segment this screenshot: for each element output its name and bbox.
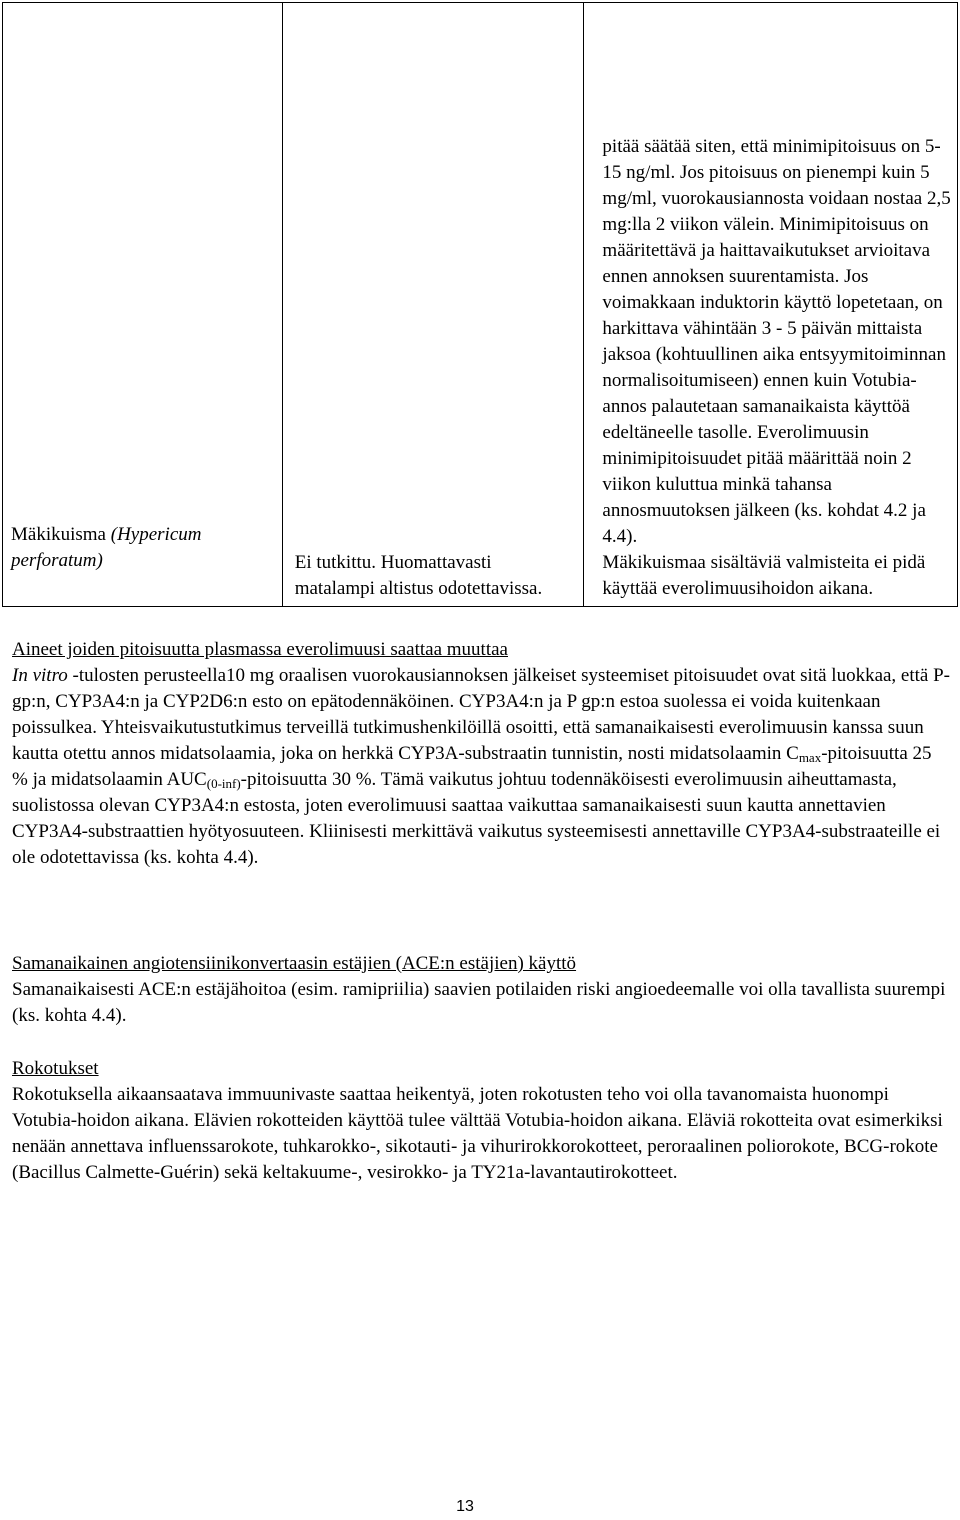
plasma-paragraph [12,663,952,871]
interactions-table [2,2,958,607]
ace-paragraph: Samanaikaisesti ACE:n estäjähoitoa (esim. ramipriilia) saavien potilaiden riski angioedeemalle voi olla tavallista suurempi (ks. kohta 4.4). [12,979,946,1026]
vaccines-heading: Rokotukset [12,1058,99,1079]
vaccines-section [12,1056,952,1186]
vaccines-paragraph: Rokotuksella aikaansaatava immuunivaste saattaa heikentyä, joten rokotusten teho voi olla tavanomaista huonompi Votubia-hoidon aikana. Elävien rokotteiden käyttöä tulee välttää Votubia-hoidon aikana. Eläviä rokotteita ovat esimerkiksi nenään annettava influenssarokote, tuhkarokko-, sikotauti- ja vihurirokkorokotteet, peroraalinen poliorokote, BCG-rokote (Bacillus Calmette-Guérin) sekä keltakuume-, vesirokko- ja TY21a-lavantautirokotteet. [12,1084,943,1183]
auc-subscript: (0-inf) [206,776,241,791]
plasma-section [12,637,952,871]
recommendation-text-2: Mäkikuismaa sisältäviä valmisteita ei pidä käyttää everolimuusihoidon aikana. [602,552,926,599]
ace-section [12,951,952,1029]
substance-name: Mäkikuisma [11,524,106,545]
table-row [3,3,958,607]
effect-text: Ei tutkittu. Huomattavasti matalampi altistus odotettavissa. [294,552,543,599]
plasma-text-1: -tulosten perusteella10 mg oraalisen vuorokausiannoksen jälkeiset systeemiset pitoisuudet ovat sitä luokkaa, että P-gp:n, CYP3A4:n ja CYP2D6:n esto on epätodennäköinen. CYP3A4:n ja P gp:n estoa suolessa ei voida kuitenkaan poissulkea. Yhteisvaikutustutkimus terveillä tutkimushenkilöillä osoitti, että samanaikaisesti everolimuusin kanssa suun kautta otettu annos midatsolaamia, joka on herkkä CYP3A-substraatin tunnistin, nosti midatsolaamin C [12,665,951,764]
effect-cell [282,3,584,607]
recommendation-cell [584,3,958,607]
plasma-text-2: -pitoisuutta 25 % ja midatsolaamin AUC [12,743,932,790]
ace-heading: Samanaikainen angiotensiinikonvertaasin estäjien (ACE:n estäjien) käyttö [12,953,577,974]
substance-cell [3,3,283,607]
recommendation-text: pitää säätää siten, että minimipitoisuus on 5-15 ng/ml. Jos pitoisuus on pienempi kuin 5 mg/ml, vuorokausiannosta voidaan nostaa 2,5 mg:lla 2 viikon välein. Minimipitoisuus on määritettävä ja haittavaikutukset arvioitava ennen annoksen suurentamista. Jos voimakkaan induktorin käyttö lopetetaan, on harkittava vähintään 3 - 5 päivän mittaista jaksoa (kohtuullinen aika entsyymitoiminnan normalisoitumiseen) ennen kuin Votubia-annos palautetaan samanaikaista käyttöä edeltäneelle tasolle. Everolimuusin minimipitoisuudet pitää määrittää noin 2 viikon kuluttua minkä tahansa annosmuutoksen jälkeen (ks. kohdat 4.2 ja 4.4). [602,136,951,547]
in-vitro-text: In vitro [12,665,68,686]
plasma-text-3: -pitoisuutta 30 %. Tämä vaikutus johtuu todennäköisesti everolimuusin aiheuttamasta, suolistossa olevan CYP3A4:n estosta, joten everolimuusi saattaa vaikuttaa samanaikaisesti suun kautta annettavien CYP3A4-substraattien hyötyosuuteen. Kliinisesti merkittävä vaikutus systeemisesti annettaville CYP3A4-substraateille ei ole odotettavissa (ks. kohta 4.4). [12,769,941,868]
cmax-subscript: max [798,750,822,765]
plasma-heading: Aineet joiden pitoisuutta plasmassa everolimuusi saattaa muuttaa [12,639,508,660]
page-number: 13 [456,1498,474,1515]
substance-latin-name: (Hypericum perforatum) [11,524,202,571]
